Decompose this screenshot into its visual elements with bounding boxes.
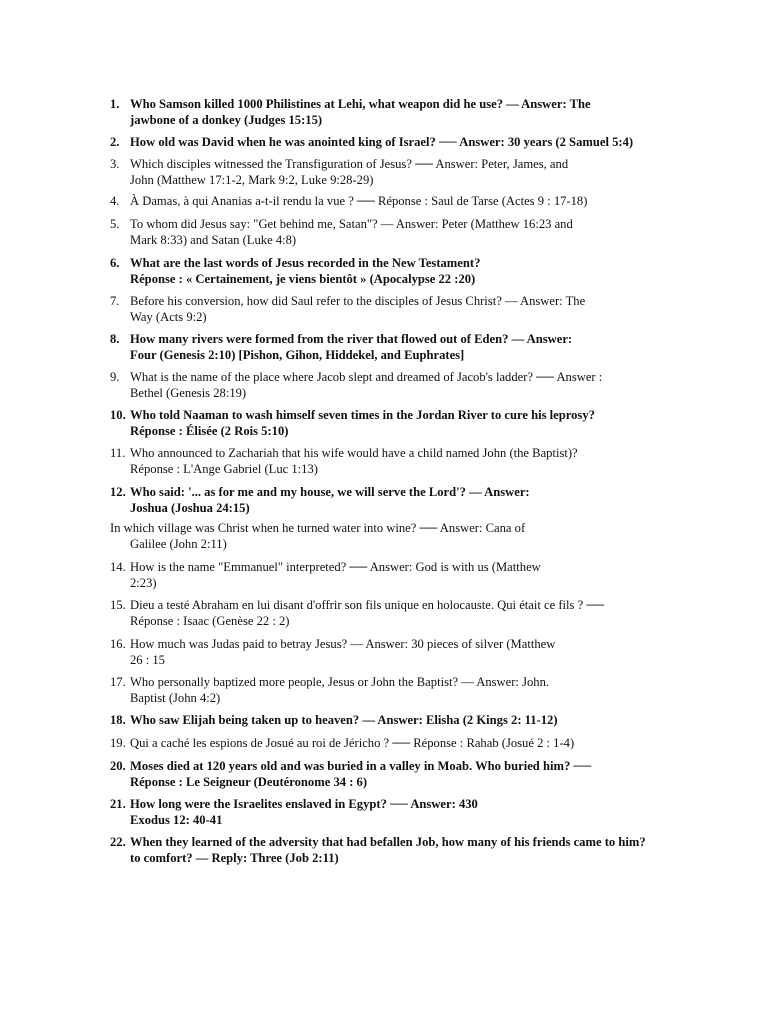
question-number: 18. [110, 713, 126, 727]
answer-text: Four (Genesis 2:10) [Pishon, Gihon, Hiddekel, and Euphrates] [130, 347, 465, 362]
question-17 [110, 675, 549, 706]
question-number: 16. [110, 637, 126, 651]
answer-text: 2:23) [130, 575, 157, 590]
question-12 [110, 485, 530, 516]
question-15 [110, 598, 604, 629]
question-number: 19. [110, 736, 126, 750]
question-9 [110, 370, 602, 401]
question-text: How much was Judas paid to betray Jesus? — Answer: 30 pieces of silver (Matthew [130, 637, 556, 651]
question-13 [110, 521, 525, 552]
question-18 [110, 713, 558, 729]
question-text: Who said: '... as for me and my house, we will serve the Lord'? — Answer: [130, 485, 530, 499]
answer-text: 26 : 15 [130, 652, 165, 667]
question-text: When they learned of the adversity that had befallen Job, how many of his friends came to him? [130, 835, 646, 849]
question-number: 9. [110, 370, 120, 384]
question-number: 11. [110, 446, 126, 460]
question-number: 20. [110, 759, 126, 773]
question-text: À Damas, à qui Ananias a-t-il rendu la vue ? ── Réponse : Saul de Tarse (Actes 9 : 17-18) [130, 194, 588, 208]
question-number: 2. [110, 135, 120, 149]
question-2 [110, 135, 633, 151]
question-16 [110, 637, 555, 668]
question-text: In which village was Christ when he turned water into wine? ── Answer: Cana of [110, 521, 526, 535]
answer-text: Réponse : Le Seigneur (Deutéronome 34 : 6) [130, 774, 368, 789]
answer-text: John (Matthew 17:1-2, Mark 9:2, Luke 9:28-29) [130, 172, 374, 187]
question-19 [110, 736, 574, 752]
answer-text: Way (Acts 9:2) [130, 309, 207, 324]
question-3 [110, 157, 568, 188]
question-14 [110, 560, 541, 591]
question-number: 17. [110, 675, 126, 689]
question-text: Dieu a testé Abraham en lui disant d'offrir son fils unique en holocauste. Qui était ce fils ? ── [130, 598, 605, 612]
question-text: Who saw Elijah being taken up to heaven? — Answer: Elisha (2 Kings 2: 11-12) [130, 713, 558, 727]
question-number: 8. [110, 332, 120, 346]
question-text: How many rivers were formed from the river that flowed out of Eden? — Answer: [130, 332, 573, 346]
answer-text: Galilee (John 2:11) [130, 536, 227, 551]
question-8 [110, 332, 572, 363]
question-text: Who Samson killed 1000 Philistines at Lehi, what weapon did he use? — Answer: The [130, 97, 591, 111]
answer-text: Réponse : Élisée (2 Rois 5:10) [130, 423, 289, 438]
question-number: 15. [110, 598, 126, 612]
question-text: Qui a caché les espions de Josué au roi de Jéricho ? ── Réponse : Rahab (Josué 2 : 1-4) [130, 736, 575, 750]
question-text: To whom did Jesus say: "Get behind me, Satan"? — Answer: Peter (Matthew 16:23 and [130, 217, 573, 231]
question-number: 22. [110, 835, 126, 849]
answer-text: Exodus 12: 40-41 [130, 812, 223, 827]
question-text: How old was David when he was anointed king of Israel? ── Answer: 30 years (2 Samuel 5:4) [130, 135, 634, 149]
answer-text: Réponse : L'Ange Gabriel (Luc 1:13) [130, 461, 318, 476]
question-22 [110, 835, 646, 866]
answer-text: Baptist (John 4:2) [130, 690, 221, 705]
question-text: Who personally baptized more people, Jesus or John the Baptist? — Answer: John. [130, 675, 550, 689]
question-1 [110, 97, 591, 128]
question-number: 5. [110, 217, 120, 231]
question-text: Who announced to Zachariah that his wife would have a child named John (the Baptist)? [130, 446, 578, 460]
question-number: 6. [110, 256, 120, 270]
answer-text: Joshua (Joshua 24:15) [130, 500, 250, 515]
answer-text: to comfort? — Reply: Three (Job 2:11) [130, 850, 339, 865]
question-4 [110, 194, 587, 210]
question-number: 4. [110, 194, 120, 208]
question-text: What are the last words of Jesus recorded in the New Testament? [130, 256, 481, 270]
answer-text: Réponse : « Certainement, je viens bientôt » (Apocalypse 22 :20) [130, 271, 476, 286]
question-number: 3. [110, 157, 120, 171]
question-number: 1. [110, 97, 120, 111]
question-11 [110, 446, 578, 477]
question-20 [110, 759, 591, 790]
answer-text: jawbone of a donkey (Judges 15:15) [130, 112, 323, 127]
question-text: Moses died at 120 years old and was buried in a valley in Moab. Who buried him? ── [130, 759, 592, 773]
question-10 [110, 408, 595, 439]
question-number: 12. [110, 485, 126, 499]
question-number: 14. [110, 560, 126, 574]
question-number: 7. [110, 294, 120, 308]
question-text: What is the name of the place where Jacob slept and dreamed of Jacob's ladder? ── Answer : [130, 370, 603, 384]
question-text: Who told Naaman to wash himself seven times in the Jordan River to cure his leprosy? [130, 408, 595, 422]
answer-text: Bethel (Genesis 28:19) [130, 385, 247, 400]
question-text: Which disciples witnessed the Transfiguration of Jesus? ── Answer: Peter, James, and [130, 157, 569, 171]
question-21 [110, 797, 478, 828]
question-6 [110, 256, 480, 287]
answer-text: Mark 8:33) and Satan (Luke 4:8) [130, 232, 297, 247]
question-number: 10. [110, 408, 126, 422]
question-text: How is the name "Emmanuel" interpreted? ── Answer: God is with us (Matthew [130, 560, 541, 574]
question-number: 21. [110, 797, 126, 811]
question-text: How long were the Israelites enslaved in Egypt? ── Answer: 430 [130, 797, 478, 811]
question-5 [110, 217, 573, 248]
question-7 [110, 294, 585, 325]
answer-text: Réponse : Isaac (Genèse 22 : 2) [130, 613, 290, 628]
question-text: Before his conversion, how did Saul refer to the disciples of Jesus Christ? — Answer: The [130, 294, 586, 308]
